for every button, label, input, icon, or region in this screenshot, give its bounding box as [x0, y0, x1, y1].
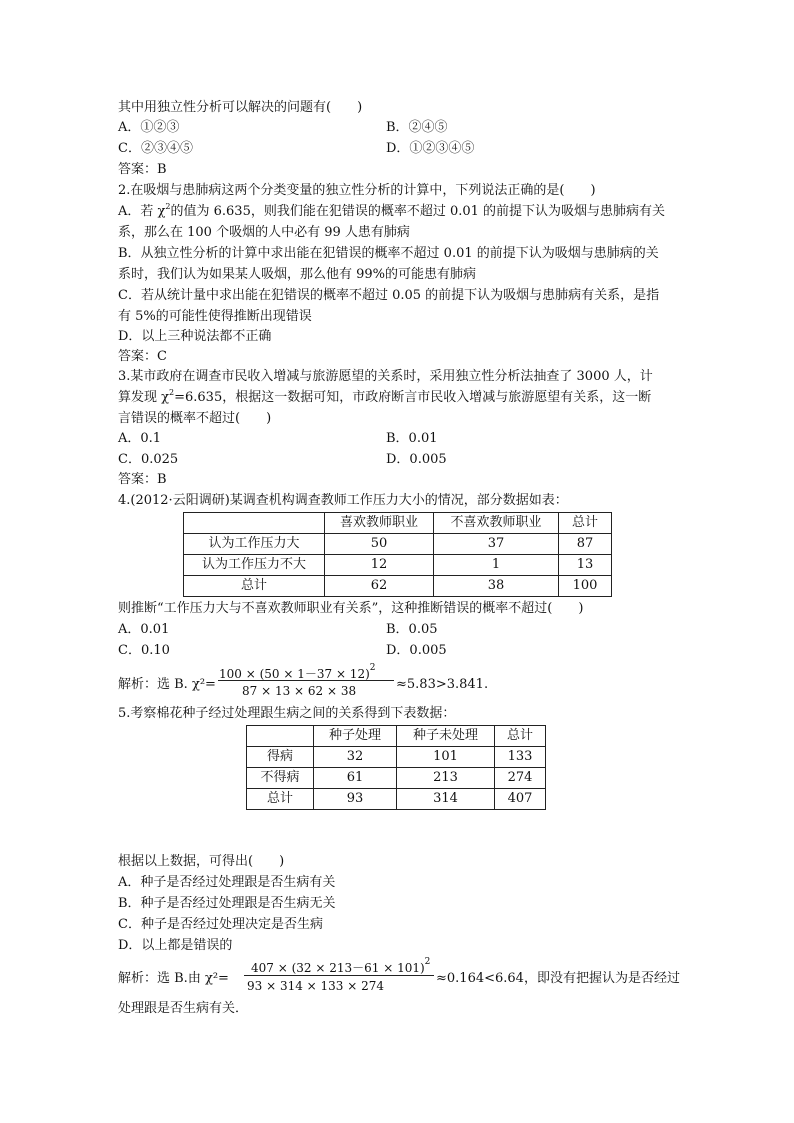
table-header-cell: 喜欢教师职业	[325, 513, 434, 534]
q5-question: 根据以上数据，可得出( )	[118, 854, 285, 869]
table-cell: 87	[559, 534, 612, 555]
q2-answer: 答案：C	[118, 349, 167, 364]
table-row	[184, 513, 612, 534]
q2-option-a-part2: 的值为 6.635，则我们能在犯错误的概率不超过 0.01 的前提下认为吸烟与患肺病有关	[170, 204, 666, 219]
q4-option-a: A．0.01	[118, 622, 170, 637]
table-cell: 93	[314, 789, 397, 810]
q2-option-c-line1: C．若从统计量中求出能在犯错误的概率不超过 0.05 的前提下认为吸烟与患肺病有关系，是指	[118, 288, 660, 303]
q3-option-b: B．0.01	[386, 431, 438, 446]
q4-numerator-superscript: 2	[369, 663, 376, 673]
table-header-cell: 种子处理	[314, 726, 397, 747]
table-cell: 101	[397, 747, 495, 768]
q4-option-c: C．0.10	[118, 643, 170, 658]
table-row	[184, 534, 612, 555]
table-cell: 38	[434, 576, 559, 597]
q1-option-b: B．②④⑤	[386, 120, 448, 135]
q5-stem: 5.考察棉花种子经过处理跟生病之间的关系得到下表数据：	[118, 706, 456, 721]
table-cell: 32	[314, 747, 397, 768]
table-cell: 总计	[184, 576, 325, 597]
q2-option-d: D．以上三种说法都不正确	[118, 329, 272, 344]
q5-option-a: A．种子是否经过处理跟是否生病有关	[118, 875, 336, 890]
table-header-cell: 不喜欢教师职业	[434, 513, 559, 534]
q1-stem: 其中用独立性分析可以解决的问题有( )	[118, 100, 363, 115]
q3-option-c: C．0.025	[118, 452, 179, 467]
table-cell: 213	[397, 768, 495, 789]
table-row	[247, 789, 546, 810]
q3-stem-line2	[118, 388, 651, 408]
q2-option-c-line2: 有 5%的可能性使得推断出现错误	[118, 309, 312, 324]
table-header-cell: 种子未处理	[397, 726, 495, 747]
q5-solution-result: ≈0.164<6.64，即没有把握认为是否经过	[436, 971, 680, 986]
q1-option-c: C．②③④⑤	[118, 141, 193, 156]
q2-option-a-line1	[118, 202, 665, 222]
table-cell: 认为工作压力大	[184, 534, 325, 555]
q5-formula-denominator: 93 × 314 × 133 × 274	[247, 979, 385, 993]
table-cell: 274	[495, 768, 546, 789]
table-cell: 12	[325, 555, 434, 576]
q5-solution-prefix: 解析：选 B.由 χ²=	[118, 971, 229, 986]
table-row	[247, 726, 546, 747]
table-cell: 133	[495, 747, 546, 768]
q4-option-b: B．0.05	[386, 622, 438, 637]
table-cell: 407	[495, 789, 546, 810]
table-cell: 62	[325, 576, 434, 597]
table-cell: 61	[314, 768, 397, 789]
q4-question: 则推断“工作压力大与不喜欢教师职业有关系”，这种推断错误的概率不超过( )	[118, 601, 584, 616]
fraction-bar	[218, 680, 394, 681]
q1-option-a: A．①②③	[118, 120, 180, 135]
table-header-cell: 总计	[495, 726, 546, 747]
q5-option-d: D．以上都是错误的	[118, 938, 233, 953]
table-header-cell: 总计	[559, 513, 612, 534]
q4-option-d: D．0.005	[386, 643, 447, 658]
table-row	[184, 555, 612, 576]
q5-solution-line2: 处理跟是否生病有关．	[118, 1001, 249, 1016]
q2-stem: 2.在吸烟与患肺病这两个分类变量的独立性分析的计算中，下列说法正确的是( )	[118, 183, 596, 198]
table-cell: 得病	[247, 747, 314, 768]
fraction-bar	[244, 975, 434, 976]
q3-option-a: A．0.1	[118, 431, 162, 446]
q5-option-c: C．种子是否经过处理决定是否生病	[118, 917, 323, 932]
q5-numerator-superscript: 2	[424, 957, 431, 967]
q5-formula-numerator	[251, 957, 430, 976]
table-header-cell	[247, 726, 314, 747]
q3-stem-part1: 算发现 χ	[118, 390, 170, 405]
table-row	[247, 768, 546, 789]
table-row	[184, 576, 612, 597]
q3-stem-superscript: 2	[169, 388, 175, 397]
table-row	[247, 747, 546, 768]
table-cell: 1	[434, 555, 559, 576]
table-cell: 314	[397, 789, 495, 810]
table-cell: 100	[559, 576, 612, 597]
q4-solution-prefix: 解析：选 B. χ²=	[118, 677, 216, 692]
q3-stem-line1: 3.某市政府在调查市民收入增减与旅游愿望的关系时，采用独立性分析法抽查了 3000 人，计	[118, 369, 653, 384]
q4-solution-result: ≈5.83>3.841.	[396, 677, 489, 692]
table-header-cell	[184, 513, 325, 534]
q3-option-d: D．0.005	[386, 452, 447, 467]
q3-stem-line3: 言错误的概率不超过( )	[118, 411, 272, 426]
q3-answer: 答案：B	[118, 472, 167, 487]
q2-option-a-line2: 系，那么在 100 个吸烟的人中必有 99 人患有肺病	[118, 225, 410, 240]
q2-option-b-line1: B．从独立性分析的计算中求出能在犯错误的概率不超过 0.01 的前提下认为吸烟与患肺病的关	[118, 246, 659, 261]
q2-option-a-part1: A．若 χ	[118, 204, 166, 219]
q5-option-b: B．种子是否经过处理跟是否生病无关	[118, 896, 336, 911]
q5-numerator-text: 407 × (32 × 213－61 × 101)	[251, 961, 425, 975]
q2-option-a-superscript: 2	[165, 202, 171, 211]
table-cell: 不得病	[247, 768, 314, 789]
q4-table	[183, 512, 612, 597]
q1-option-d: D．①②③④⑤	[386, 141, 475, 156]
q4-formula-denominator: 87 × 13 × 62 × 38	[242, 684, 357, 698]
q5-table	[246, 725, 546, 810]
table-cell: 总计	[247, 789, 314, 810]
table-cell: 认为工作压力不大	[184, 555, 325, 576]
q2-option-b-line2: 系时，我们认为如果某人吸烟，那么他有 99%的可能患有肺病	[118, 267, 477, 282]
table-cell: 13	[559, 555, 612, 576]
table-cell: 50	[325, 534, 434, 555]
q3-stem-part2: =6.635，根据这一数据可知，市政府断言市民收入增减与旅游愿望有关系，这一断	[174, 390, 652, 405]
q1-answer: 答案：B	[118, 162, 167, 177]
q4-stem: 4.(2012·云阳调研)某调查机构调查教师工作压力大小的情况，部分数据如表：	[118, 493, 568, 508]
table-cell: 37	[434, 534, 559, 555]
q4-numerator-text: 100 × (50 × 1－37 × 12)	[219, 667, 370, 681]
